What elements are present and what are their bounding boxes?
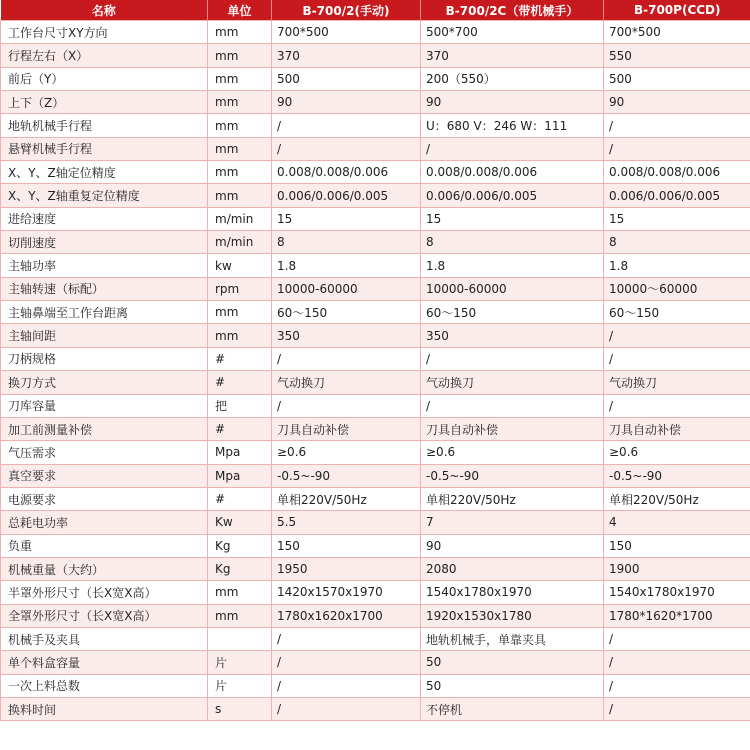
b700p-value-cell: /	[604, 627, 750, 650]
unit-cell: s	[208, 697, 272, 720]
unit-cell: mm	[208, 21, 272, 44]
unit-cell: m/min	[208, 207, 272, 230]
unit-cell: mm	[208, 604, 272, 627]
spec-name-cell: 上下（Z）	[1, 91, 208, 114]
b700-2-value-cell: 1.8	[272, 254, 421, 277]
b700-2-value-cell: 500	[272, 67, 421, 90]
b700p-value-cell: 刀具自动补偿	[604, 417, 750, 440]
unit-cell: kw	[208, 254, 272, 277]
header-b700-2: B-700/2(手动)	[272, 0, 421, 21]
header-b700p: B-700P(CCD)	[604, 0, 750, 21]
unit-cell: #	[208, 371, 272, 394]
spec-name-cell: 加工前测量补偿	[1, 417, 208, 440]
spec-name-cell: 机械手及夹具	[1, 627, 208, 650]
b700-2-value-cell: -0.5~-90	[272, 464, 421, 487]
spec-name-cell: 刀柄规格	[1, 347, 208, 370]
b700p-value-cell: /	[604, 347, 750, 370]
unit-cell: mm	[208, 184, 272, 207]
unit-cell: #	[208, 347, 272, 370]
b700-2-value-cell: 700*500	[272, 21, 421, 44]
unit-cell: #	[208, 487, 272, 510]
spec-name-cell: 真空要求	[1, 464, 208, 487]
table-row	[1, 161, 750, 184]
b700p-value-cell: 90	[604, 91, 750, 114]
spec-name-cell: 总耗电功率	[1, 511, 208, 534]
b700-2c-value-cell: 2080	[421, 557, 604, 580]
b700p-value-cell: 1900	[604, 557, 750, 580]
b700p-value-cell: 8	[604, 231, 750, 254]
spec-name-cell: 进给速度	[1, 207, 208, 230]
table-row	[1, 371, 750, 394]
spec-name-cell: 主轴转速（标配）	[1, 277, 208, 300]
table-row	[1, 347, 750, 370]
b700-2-value-cell: 150	[272, 534, 421, 557]
b700-2-value-cell: 1420x1570x1970	[272, 581, 421, 604]
b700p-value-cell: /	[604, 651, 750, 674]
spec-name-cell: 行程左右（X）	[1, 44, 208, 67]
unit-cell: 片	[208, 674, 272, 697]
b700p-value-cell: 150	[604, 534, 750, 557]
b700-2c-value-cell: U：680 V：246 W：111	[421, 114, 604, 137]
spec-name-cell: 换刀方式	[1, 371, 208, 394]
b700-2c-value-cell: 10000-60000	[421, 277, 604, 300]
b700-2-value-cell: 气动换刀	[272, 371, 421, 394]
b700p-value-cell: /	[604, 697, 750, 720]
b700-2c-value-cell: 60～150	[421, 301, 604, 324]
unit-cell: rpm	[208, 277, 272, 300]
b700p-value-cell: 500	[604, 67, 750, 90]
b700p-value-cell: 0.006/0.006/0.005	[604, 184, 750, 207]
unit-cell: m/min	[208, 231, 272, 254]
table-row	[1, 534, 750, 557]
unit-cell: mm	[208, 301, 272, 324]
b700-2c-value-cell: -0.5~-90	[421, 464, 604, 487]
table-row	[1, 231, 750, 254]
spec-name-cell: 半罩外形尺寸（长X宽X高）	[1, 581, 208, 604]
table-row	[1, 184, 750, 207]
table-row	[1, 487, 750, 510]
b700-2c-value-cell: 气动换刀	[421, 371, 604, 394]
spec-name-cell: 主轴鼻端至工作台距离	[1, 301, 208, 324]
b700-2c-value-cell: 刀具自动补偿	[421, 417, 604, 440]
b700p-value-cell: 10000～60000	[604, 277, 750, 300]
spec-name-cell: 悬臂机械手行程	[1, 137, 208, 160]
table-row	[1, 91, 750, 114]
b700-2-value-cell: /	[272, 394, 421, 417]
b700-2c-value-cell: 1920x1530x1780	[421, 604, 604, 627]
b700-2c-value-cell: 地轨机械手，单靠夹具	[421, 627, 604, 650]
b700p-value-cell: 1780*1620*1700	[604, 604, 750, 627]
b700p-value-cell: 700*500	[604, 21, 750, 44]
spec-name-cell: 气压需求	[1, 441, 208, 464]
b700p-value-cell: 单相220V/50Hz	[604, 487, 750, 510]
spec-name-cell: 负重	[1, 534, 208, 557]
spec-name-cell: 电源要求	[1, 487, 208, 510]
unit-cell: Kg	[208, 557, 272, 580]
b700p-value-cell: /	[604, 137, 750, 160]
spec-name-cell: 工作台尺寸XY方向	[1, 21, 208, 44]
b700-2-value-cell: /	[272, 114, 421, 137]
table-row	[1, 511, 750, 534]
table-row	[1, 557, 750, 580]
spec-name-cell: 主轴功率	[1, 254, 208, 277]
b700-2-value-cell: 1780x1620x1700	[272, 604, 421, 627]
b700-2c-value-cell: 单相220V/50Hz	[421, 487, 604, 510]
b700-2-value-cell: 0.006/0.006/0.005	[272, 184, 421, 207]
spec-name-cell: 地轨机械手行程	[1, 114, 208, 137]
b700-2c-value-cell: 500*700	[421, 21, 604, 44]
b700p-value-cell: /	[604, 394, 750, 417]
b700-2c-value-cell: 1.8	[421, 254, 604, 277]
b700-2c-value-cell: /	[421, 394, 604, 417]
unit-cell: mm	[208, 91, 272, 114]
unit-cell: mm	[208, 67, 272, 90]
unit-cell: mm	[208, 114, 272, 137]
b700p-value-cell: /	[604, 324, 750, 347]
b700-2c-value-cell: ≥0.6	[421, 441, 604, 464]
b700p-value-cell: ≥0.6	[604, 441, 750, 464]
table-row	[1, 44, 750, 67]
header-name: 名称	[1, 0, 208, 21]
b700p-value-cell: 60～150	[604, 301, 750, 324]
spec-name-cell: X、Y、Z轴定位精度	[1, 161, 208, 184]
b700-2-value-cell: /	[272, 347, 421, 370]
b700p-value-cell: /	[604, 674, 750, 697]
table-row	[1, 697, 750, 720]
unit-cell: 把	[208, 394, 272, 417]
table-row	[1, 114, 750, 137]
table-row	[1, 394, 750, 417]
b700-2c-value-cell: 15	[421, 207, 604, 230]
b700-2-value-cell: 370	[272, 44, 421, 67]
b700-2c-value-cell: 200（550）	[421, 67, 604, 90]
b700-2c-value-cell: 0.008/0.008/0.006	[421, 161, 604, 184]
unit-cell: Mpa	[208, 464, 272, 487]
unit-cell: Kg	[208, 534, 272, 557]
b700-2-value-cell: /	[272, 697, 421, 720]
b700-2c-value-cell: 90	[421, 534, 604, 557]
table-row	[1, 301, 750, 324]
b700-2-value-cell: /	[272, 674, 421, 697]
b700-2-value-cell: 8	[272, 231, 421, 254]
b700-2c-value-cell: 50	[421, 651, 604, 674]
b700-2c-value-cell: 8	[421, 231, 604, 254]
table-row	[1, 324, 750, 347]
b700-2c-value-cell: 90	[421, 91, 604, 114]
unit-cell: mm	[208, 581, 272, 604]
table-row	[1, 137, 750, 160]
b700-2-value-cell: /	[272, 651, 421, 674]
b700-2-value-cell: 单相220V/50Hz	[272, 487, 421, 510]
spec-name-cell: 一次上料总数	[1, 674, 208, 697]
table-row	[1, 254, 750, 277]
header-b700-2c: B-700/2C（带机械手）	[421, 0, 604, 21]
table-row	[1, 21, 750, 44]
b700p-value-cell: -0.5~-90	[604, 464, 750, 487]
table-row	[1, 67, 750, 90]
table-row	[1, 581, 750, 604]
unit-cell: mm	[208, 44, 272, 67]
b700-2-value-cell: 5.5	[272, 511, 421, 534]
b700p-value-cell: 气动换刀	[604, 371, 750, 394]
spec-name-cell: 刀库容量	[1, 394, 208, 417]
b700p-value-cell: /	[604, 114, 750, 137]
table-row	[1, 627, 750, 650]
b700-2c-value-cell: 0.006/0.006/0.005	[421, 184, 604, 207]
unit-cell: 片	[208, 651, 272, 674]
header-row	[1, 0, 750, 21]
spec-name-cell: 换料时间	[1, 697, 208, 720]
b700-2c-value-cell: 350	[421, 324, 604, 347]
table-row	[1, 417, 750, 440]
b700-2-value-cell: ≥0.6	[272, 441, 421, 464]
spec-name-cell: 单个料盒容量	[1, 651, 208, 674]
spec-name-cell: 主轴间距	[1, 324, 208, 347]
b700p-value-cell: 15	[604, 207, 750, 230]
table-row	[1, 207, 750, 230]
b700-2c-value-cell: 370	[421, 44, 604, 67]
spec-name-cell: 切削速度	[1, 231, 208, 254]
b700-2-value-cell: 350	[272, 324, 421, 347]
unit-cell: Mpa	[208, 441, 272, 464]
b700p-value-cell: 550	[604, 44, 750, 67]
b700p-value-cell: 1.8	[604, 254, 750, 277]
b700-2c-value-cell: 1540x1780x1970	[421, 581, 604, 604]
spec-name-cell: 机械重量（大约）	[1, 557, 208, 580]
b700-2c-value-cell: /	[421, 347, 604, 370]
b700-2c-value-cell: 50	[421, 674, 604, 697]
spec-name-cell: 前后（Y）	[1, 67, 208, 90]
unit-cell: mm	[208, 161, 272, 184]
b700-2-value-cell: 15	[272, 207, 421, 230]
table-row	[1, 277, 750, 300]
unit-cell: #	[208, 417, 272, 440]
unit-cell	[208, 627, 272, 650]
b700-2-value-cell: 60～150	[272, 301, 421, 324]
unit-cell: mm	[208, 137, 272, 160]
b700-2c-value-cell: /	[421, 137, 604, 160]
spec-name-cell: 全罩外形尺寸（长X宽X高）	[1, 604, 208, 627]
table-row	[1, 674, 750, 697]
b700-2-value-cell: /	[272, 137, 421, 160]
b700p-value-cell: 1540x1780x1970	[604, 581, 750, 604]
table-row	[1, 604, 750, 627]
table-row	[1, 464, 750, 487]
b700-2-value-cell: 刀具自动补偿	[272, 417, 421, 440]
b700-2c-value-cell: 7	[421, 511, 604, 534]
b700-2c-value-cell: 不停机	[421, 697, 604, 720]
unit-cell: Kw	[208, 511, 272, 534]
table-row	[1, 651, 750, 674]
b700p-value-cell: 0.008/0.008/0.006	[604, 161, 750, 184]
unit-cell: mm	[208, 324, 272, 347]
b700-2-value-cell: 1950	[272, 557, 421, 580]
b700-2-value-cell: /	[272, 627, 421, 650]
table-row	[1, 441, 750, 464]
b700-2-value-cell: 10000-60000	[272, 277, 421, 300]
header-unit: 单位	[208, 0, 272, 21]
b700-2-value-cell: 0.008/0.008/0.006	[272, 161, 421, 184]
spec-name-cell: X、Y、Z轴重复定位精度	[1, 184, 208, 207]
b700-2-value-cell: 90	[272, 91, 421, 114]
b700p-value-cell: 4	[604, 511, 750, 534]
